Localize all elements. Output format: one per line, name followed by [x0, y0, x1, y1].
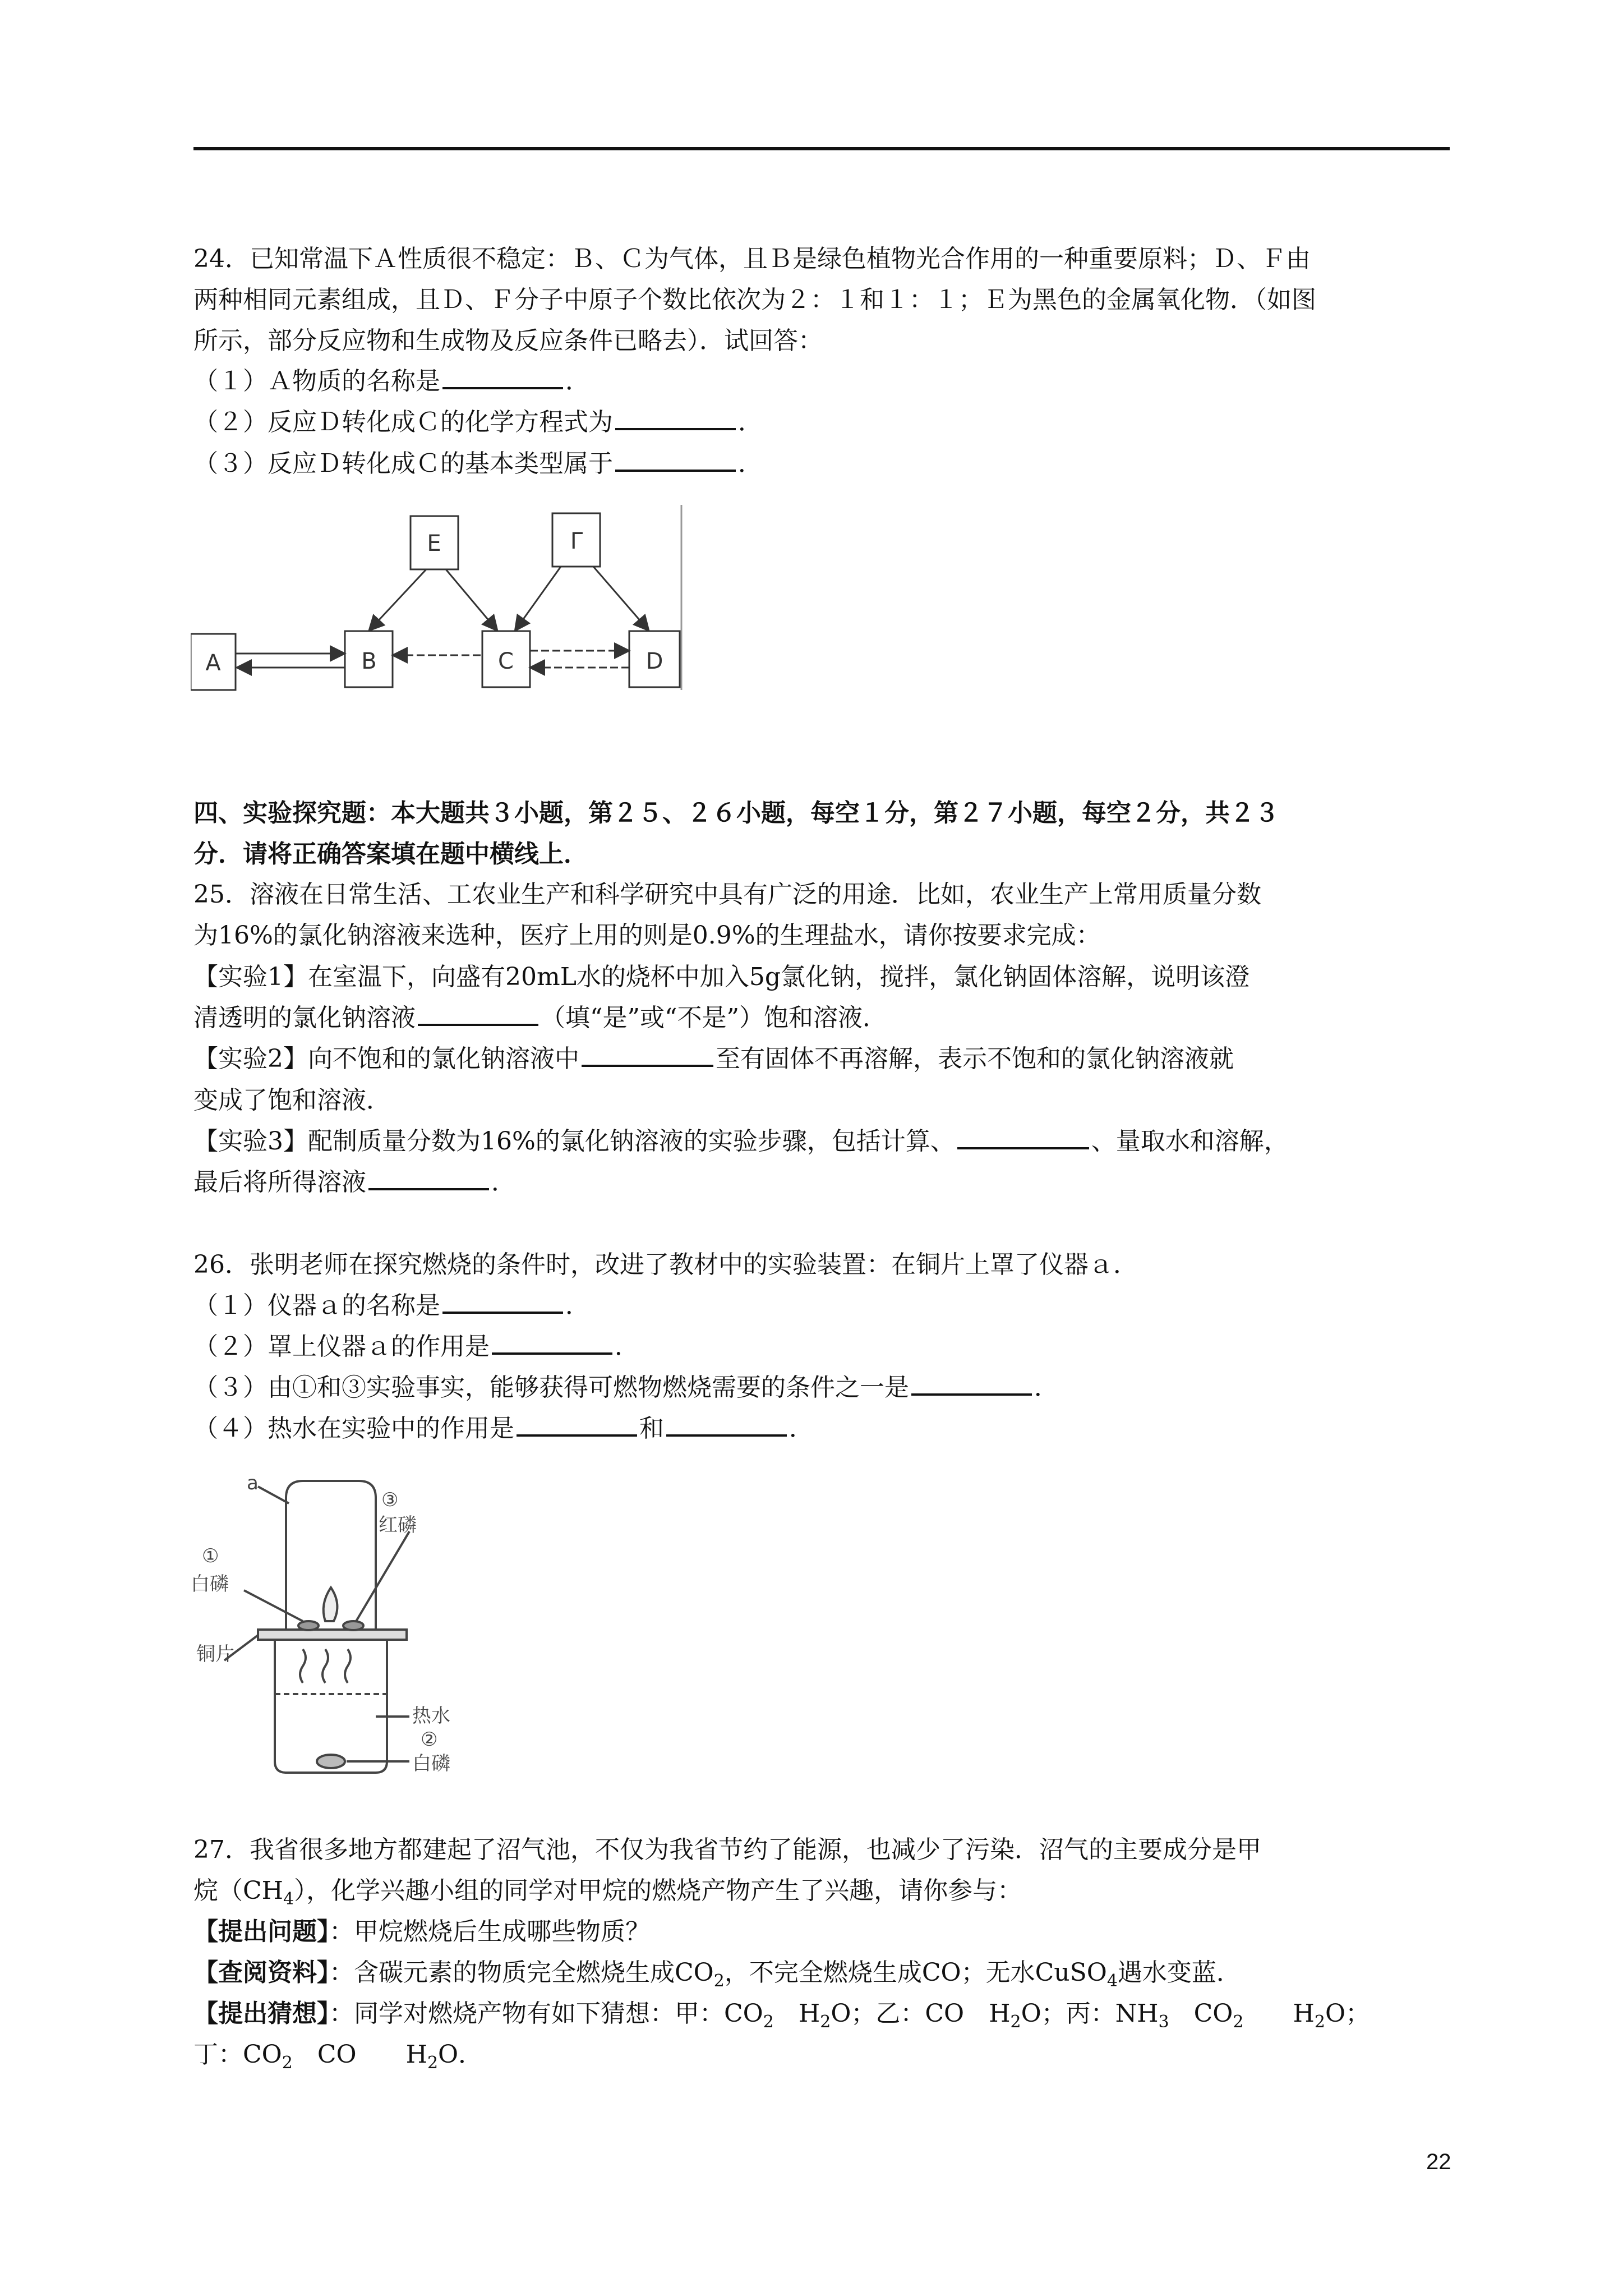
label-instrument-a: a — [247, 1472, 259, 1494]
q24-part-1 — [193, 365, 590, 398]
q26-answer-blank-2[interactable] — [492, 1330, 612, 1355]
q25-line-6: 变成了饱和溶液． — [193, 1086, 391, 1115]
q27-line-3 — [193, 1915, 650, 1949]
q26-part-1-end: ． — [565, 1291, 590, 1320]
q25-line-8 — [193, 1166, 516, 1199]
flame-icon — [324, 1588, 338, 1621]
label-hypothesis: 【提出猜想】 — [193, 1999, 329, 2028]
q27-line-5-s1: 2 — [763, 2012, 774, 2032]
q25-line-2: 为16%的氯化钠溶液来选种，医疗上用的则是0.9%的生理盐水，请你按要求完成： — [193, 921, 1101, 950]
label-white-phosphorus: 白磷 — [191, 1573, 229, 1595]
q27-line-2-sub: 4 — [283, 1889, 294, 1909]
q27-line-4-c: 遇水变蓝． — [1117, 1958, 1241, 1987]
q26-part-4-mid: 和 — [639, 1414, 664, 1443]
q27-line-6-s2: 2 — [427, 2053, 439, 2073]
header-rule — [193, 147, 1450, 150]
q27-line-5 — [193, 1997, 1370, 2039]
label-f: Γ — [570, 528, 583, 554]
q26-part-1 — [193, 1289, 590, 1323]
q27-line-4-sub1: 2 — [713, 1971, 725, 1991]
q25-line-3: 【实验1】在室温下，向盛有20mL水的烧杯中加入5g氯化钠，搅拌，氯化钠固体溶解，说明该澄 — [193, 963, 1250, 991]
q24-part-3 — [193, 447, 763, 481]
white-phosphorus-on-plate — [298, 1621, 319, 1630]
q25-line-5-post: 至有固体不再溶解，表示不饱和的氯化钠溶液就 — [716, 1045, 1234, 1073]
q26-part-4-end: ． — [789, 1414, 814, 1443]
q26-apparatus-figure — [191, 1470, 527, 1784]
label-circle-3: ③ — [381, 1489, 399, 1511]
q26-part-1-text: （１）仪器ａ的名称是 — [193, 1291, 440, 1320]
q24-answer-blank-3[interactable] — [615, 447, 736, 472]
q27-line-5-a: ：同学对燃烧产物有如下猜想：甲：CO — [329, 1999, 763, 2028]
q26-part-2-end: ． — [615, 1332, 639, 1361]
label-copper-plate: 铜片 — [196, 1643, 234, 1665]
q27-line-5-e: CO — [1169, 1999, 1233, 2028]
q24-answer-blank-2[interactable] — [615, 406, 736, 430]
q25-line-4-post: （填“是”或“不是”）饱和溶液． — [541, 1004, 887, 1032]
q26-answer-blank-4[interactable] — [517, 1412, 637, 1437]
q27-line-6-a: 丁：CO — [193, 2040, 282, 2069]
q27-line-1: 27．我省很多地方都建起了沼气池，不仅为我省节约了能源，也减少了污染．沼气的主要成分是甲 — [193, 1835, 1261, 1864]
q25-line-8-end: ． — [491, 1168, 516, 1197]
q24-part-2-text: （２）反应Ｄ转化成Ｃ的化学方程式为 — [193, 408, 613, 436]
copper-plate — [258, 1630, 407, 1640]
q27-line-5-d: O；丙：NH — [1021, 1999, 1159, 2028]
q27-line-5-s5: 2 — [1233, 2012, 1244, 2032]
q24-answer-blank-1[interactable] — [442, 365, 563, 389]
q24-part-1-text: （１）Ａ物质的名称是 — [193, 367, 440, 395]
q25-answer-blank-2[interactable] — [582, 1042, 713, 1067]
q26-part-3-end: ． — [1034, 1373, 1059, 1402]
label-a: A — [205, 650, 221, 676]
label-hot-water: 热水 — [412, 1705, 450, 1727]
q25-answer-blank-4[interactable] — [368, 1166, 489, 1190]
q24-part-3-text: （３）反应Ｄ转化成Ｃ的基本类型属于 — [193, 449, 613, 478]
q25-line-7 — [193, 1125, 1289, 1158]
q26-part-2 — [193, 1330, 639, 1364]
q27-line-4-b: ，不完全燃烧生成CO；无水CuSO — [724, 1958, 1107, 1987]
q24-part-1-end: ． — [565, 367, 590, 395]
q24-stem-line-3: 所示，部分反应物和生成物及反应条件已略去）．试回答： — [193, 326, 823, 355]
q27-line-5-s2: 2 — [820, 2012, 831, 2032]
q27-line-5-g: O； — [1325, 1999, 1371, 2028]
q27-line-4 — [193, 1956, 1241, 1998]
label-red-phosphorus: 红磷 — [379, 1514, 417, 1536]
q26-answer-blank-3[interactable] — [911, 1371, 1032, 1396]
red-phosphorus-on-plate — [343, 1621, 363, 1630]
q26-answer-blank-5[interactable] — [666, 1412, 787, 1437]
label-b: B — [361, 648, 377, 674]
page-number: 22 — [1426, 2150, 1451, 2174]
q27-line-5-s6: 2 — [1314, 2012, 1325, 2032]
q26-part-3-text: （３）由①和③实验事实，能够获得可燃物燃烧需要的条件之一是 — [193, 1373, 909, 1402]
q25-line-4-pre: 清透明的氯化钠溶液 — [193, 1004, 416, 1032]
q24-part-2 — [193, 406, 763, 439]
section-4-heading-line-2: 分．请将正确答案填在题中横线上． — [193, 840, 588, 868]
q26-part-4-text: （４）热水在实验中的作用是 — [193, 1414, 514, 1443]
q25-line-4 — [193, 1001, 887, 1035]
q24-part-2-end: ． — [738, 408, 763, 436]
q25-line-5 — [193, 1042, 1234, 1076]
label-circle-1: ① — [202, 1545, 219, 1567]
label-circle-2: ② — [421, 1728, 438, 1751]
q27-line-5-b: H — [773, 1999, 820, 2028]
label-white-phosphorus-2: 白磷 — [412, 1752, 450, 1775]
q25-line-1: 25．溶液在日常生活、工农业生产和科学研究中具有广泛的用途．比如，农业生产上常用质量分数 — [193, 880, 1261, 909]
q27-line-4-a: ：含碳元素的物质完全燃烧生成CO — [329, 1958, 714, 1987]
q26-part-4 — [193, 1412, 814, 1446]
q27-line-2-a: 烷（CH — [193, 1876, 284, 1905]
q25-answer-blank-3[interactable] — [957, 1125, 1089, 1149]
q27-line-6-c: O． — [438, 2040, 483, 2069]
q27-line-2 — [193, 1874, 1022, 1916]
q27-line-6-s1: 2 — [282, 2053, 293, 2073]
q27-line-6 — [193, 2038, 483, 2080]
q27-line-5-s3: 2 — [1010, 2012, 1021, 2032]
q27-line-5-f: H — [1243, 1999, 1315, 2028]
q25-line-8-pre: 最后将所得溶液 — [193, 1168, 366, 1197]
q25-line-7-pre: 【实验3】配制质量分数为16%的氯化钠溶液的实验步骤，包括计算、 — [193, 1127, 955, 1156]
q26-part-2-text: （２）罩上仪器ａ的作用是 — [193, 1332, 490, 1361]
q26-answer-blank-1[interactable] — [442, 1289, 563, 1314]
q24-stem-line-1: 24．已知常温下Ａ性质很不稳定：Ｂ、Ｃ为气体，且Ｂ是绿色植物光合作用的一种重要原料；Ｄ、Ｆ由 — [193, 245, 1311, 273]
label-d: D — [645, 648, 663, 674]
q26-part-3 — [193, 1371, 1059, 1405]
q27-line-4-sub2: 4 — [1106, 1971, 1118, 1991]
q25-answer-blank-1[interactable] — [418, 1001, 538, 1026]
q24-reaction-diagram — [191, 505, 695, 707]
q27-line-5-s4: 3 — [1158, 2012, 1169, 2032]
q24-stem-line-2: 两种相同元素组成，且Ｄ、Ｆ分子中原子个数比依次为２：１和１：１；Ｅ为黑色的金属氧化物．（如图 — [193, 286, 1316, 314]
q27-line-5-c: O；乙：CO H — [831, 1999, 1011, 2028]
q25-line-5-pre: 【实验2】向不饱和的氯化钠溶液中 — [193, 1045, 579, 1073]
label-c: C — [498, 648, 514, 674]
q27-line-3-text: ：甲烷燃烧后生成哪些物质？ — [329, 1917, 650, 1946]
q26-line-1: 26．张明老师在探究燃烧的条件时，改进了教材中的实验装置：在铜片上罩了仪器ａ． — [193, 1250, 1138, 1279]
label-e: E — [427, 531, 441, 556]
q27-line-2-b: ），化学兴趣小组的同学对甲烷的燃烧产物产生了兴趣，请你参与： — [294, 1876, 1022, 1905]
q27-line-6-b: CO H — [292, 2040, 427, 2069]
label-consult-data: 【查阅资料】 — [193, 1958, 329, 1987]
white-phosphorus-in-water — [317, 1755, 345, 1768]
q24-part-3-end: ． — [738, 449, 763, 478]
section-4-heading-line-1: 四、实验探究题：本大题共３小题，第２５、２６小题，每空１分，第２７小题，每空２分，共２３ — [193, 799, 1279, 827]
label-raise-question: 【提出问题】 — [193, 1917, 329, 1946]
beaker — [275, 1640, 387, 1773]
q25-line-7-post: 、量取水和溶解， — [1091, 1127, 1289, 1156]
